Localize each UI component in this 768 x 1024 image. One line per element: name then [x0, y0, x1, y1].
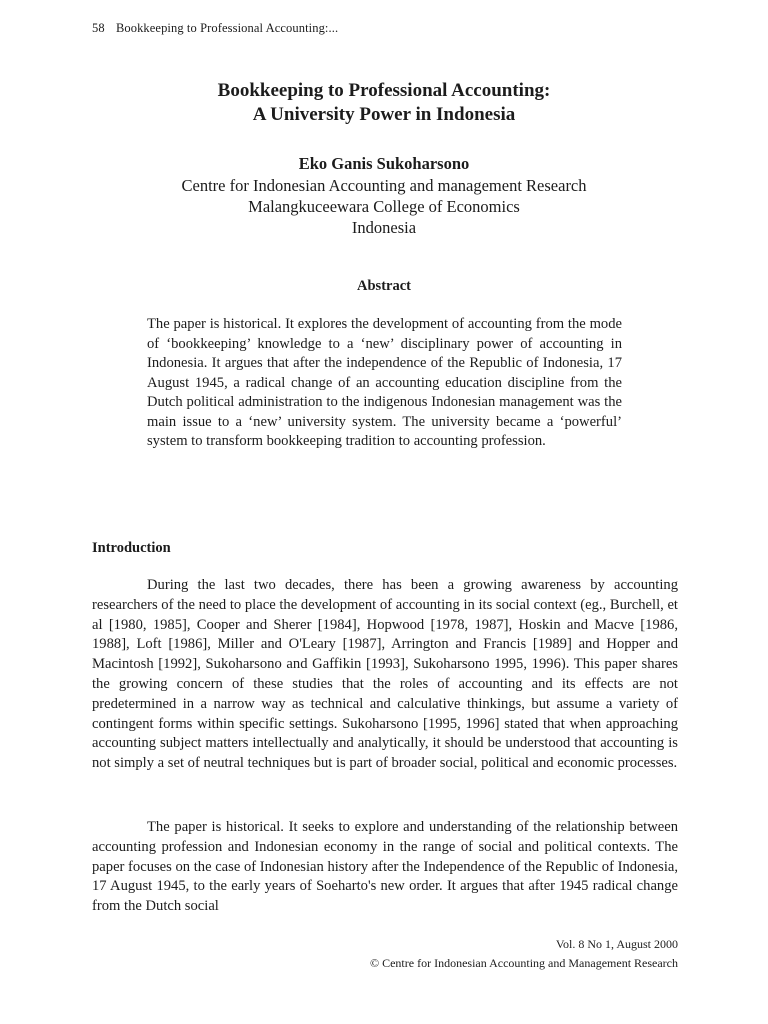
running-header	[92, 21, 338, 36]
author-affiliation: Centre for Indonesian Accounting and management Research	[181, 176, 587, 195]
journal-volume: Vol. 8 No 1, August 2000	[555, 937, 678, 951]
author-affiliation: Indonesia	[351, 218, 417, 237]
introduction-heading: Introduction	[92, 540, 171, 556]
author-affiliation: Malangkuceewara College of Economics	[248, 197, 520, 216]
copyright-notice: © Centre for Indonesian Accounting and Management Research	[369, 956, 678, 970]
paper-title-line-1: Bookkeeping to Professional Accounting:	[217, 80, 551, 101]
author-name: Eko Ganis Sukoharsono	[298, 154, 470, 173]
abstract-heading: Abstract	[357, 278, 411, 294]
page-number: 58	[92, 21, 105, 35]
paper-title-line-2: A University Power in Indonesia	[252, 104, 516, 125]
body-paragraph: During the last two decades, there has been a growing awareness by accounting researchers of the need to place the development of accounting in its social context (eg., Burchell, et al [1980, 1985], Cooper and Sherer [1984], Hopwood [1978, 1987], Hoskin and Macve [1986, 1988], Loft [1986], Miller and O'Leary [1987], Arrington and Francis [1989] and Hopper and Macintosh [1992], Sukoharsono and Gaffikin [1993], Sukoharsono 1995, 1996). This paper shares the growing concern of these studies that the roles of accounting and its effects are not predetermined in a narrow way as technical and calculative thinkings, but assume a variety of contingent forms within specific settings. Sukoharsono [1995, 1996] stated that when approaching accounting subject matters intellectually and analytically, it should be understood that accounting is not simply a set of neutral techniques but is part of broader social, political and economic processes.	[92, 577, 678, 772]
abstract-body: The paper is historical. It explores the development of accounting from the mode of ‘bookkeeping’ knowledge to a ‘new’ disciplinary power of accounting in Indonesia. It argues that after the independence of the Republic of Indonesia, 17 August 1945, a radical change of an accounting education discipline from the Dutch political administration to the indigenous Indonesian management was the main issue to a ‘new’ university system. The university became a ‘powerful’ system to transform bookkeeping tradition to accounting profession.	[147, 316, 622, 449]
body-paragraph: The paper is historical. It seeks to explore and understanding of the relationship between accounting profession and Indonesian economy in the range of social and political contexts. The paper focuses on the case of Indonesian history after the Independence of the Republic of Indonesia, 17 August 1945, to the early years of Soeharto's new order. It argues that after 1945 radical change from the Dutch social	[92, 819, 678, 915]
running-header-title: Bookkeeping to Professional Accounting:...	[115, 21, 339, 35]
